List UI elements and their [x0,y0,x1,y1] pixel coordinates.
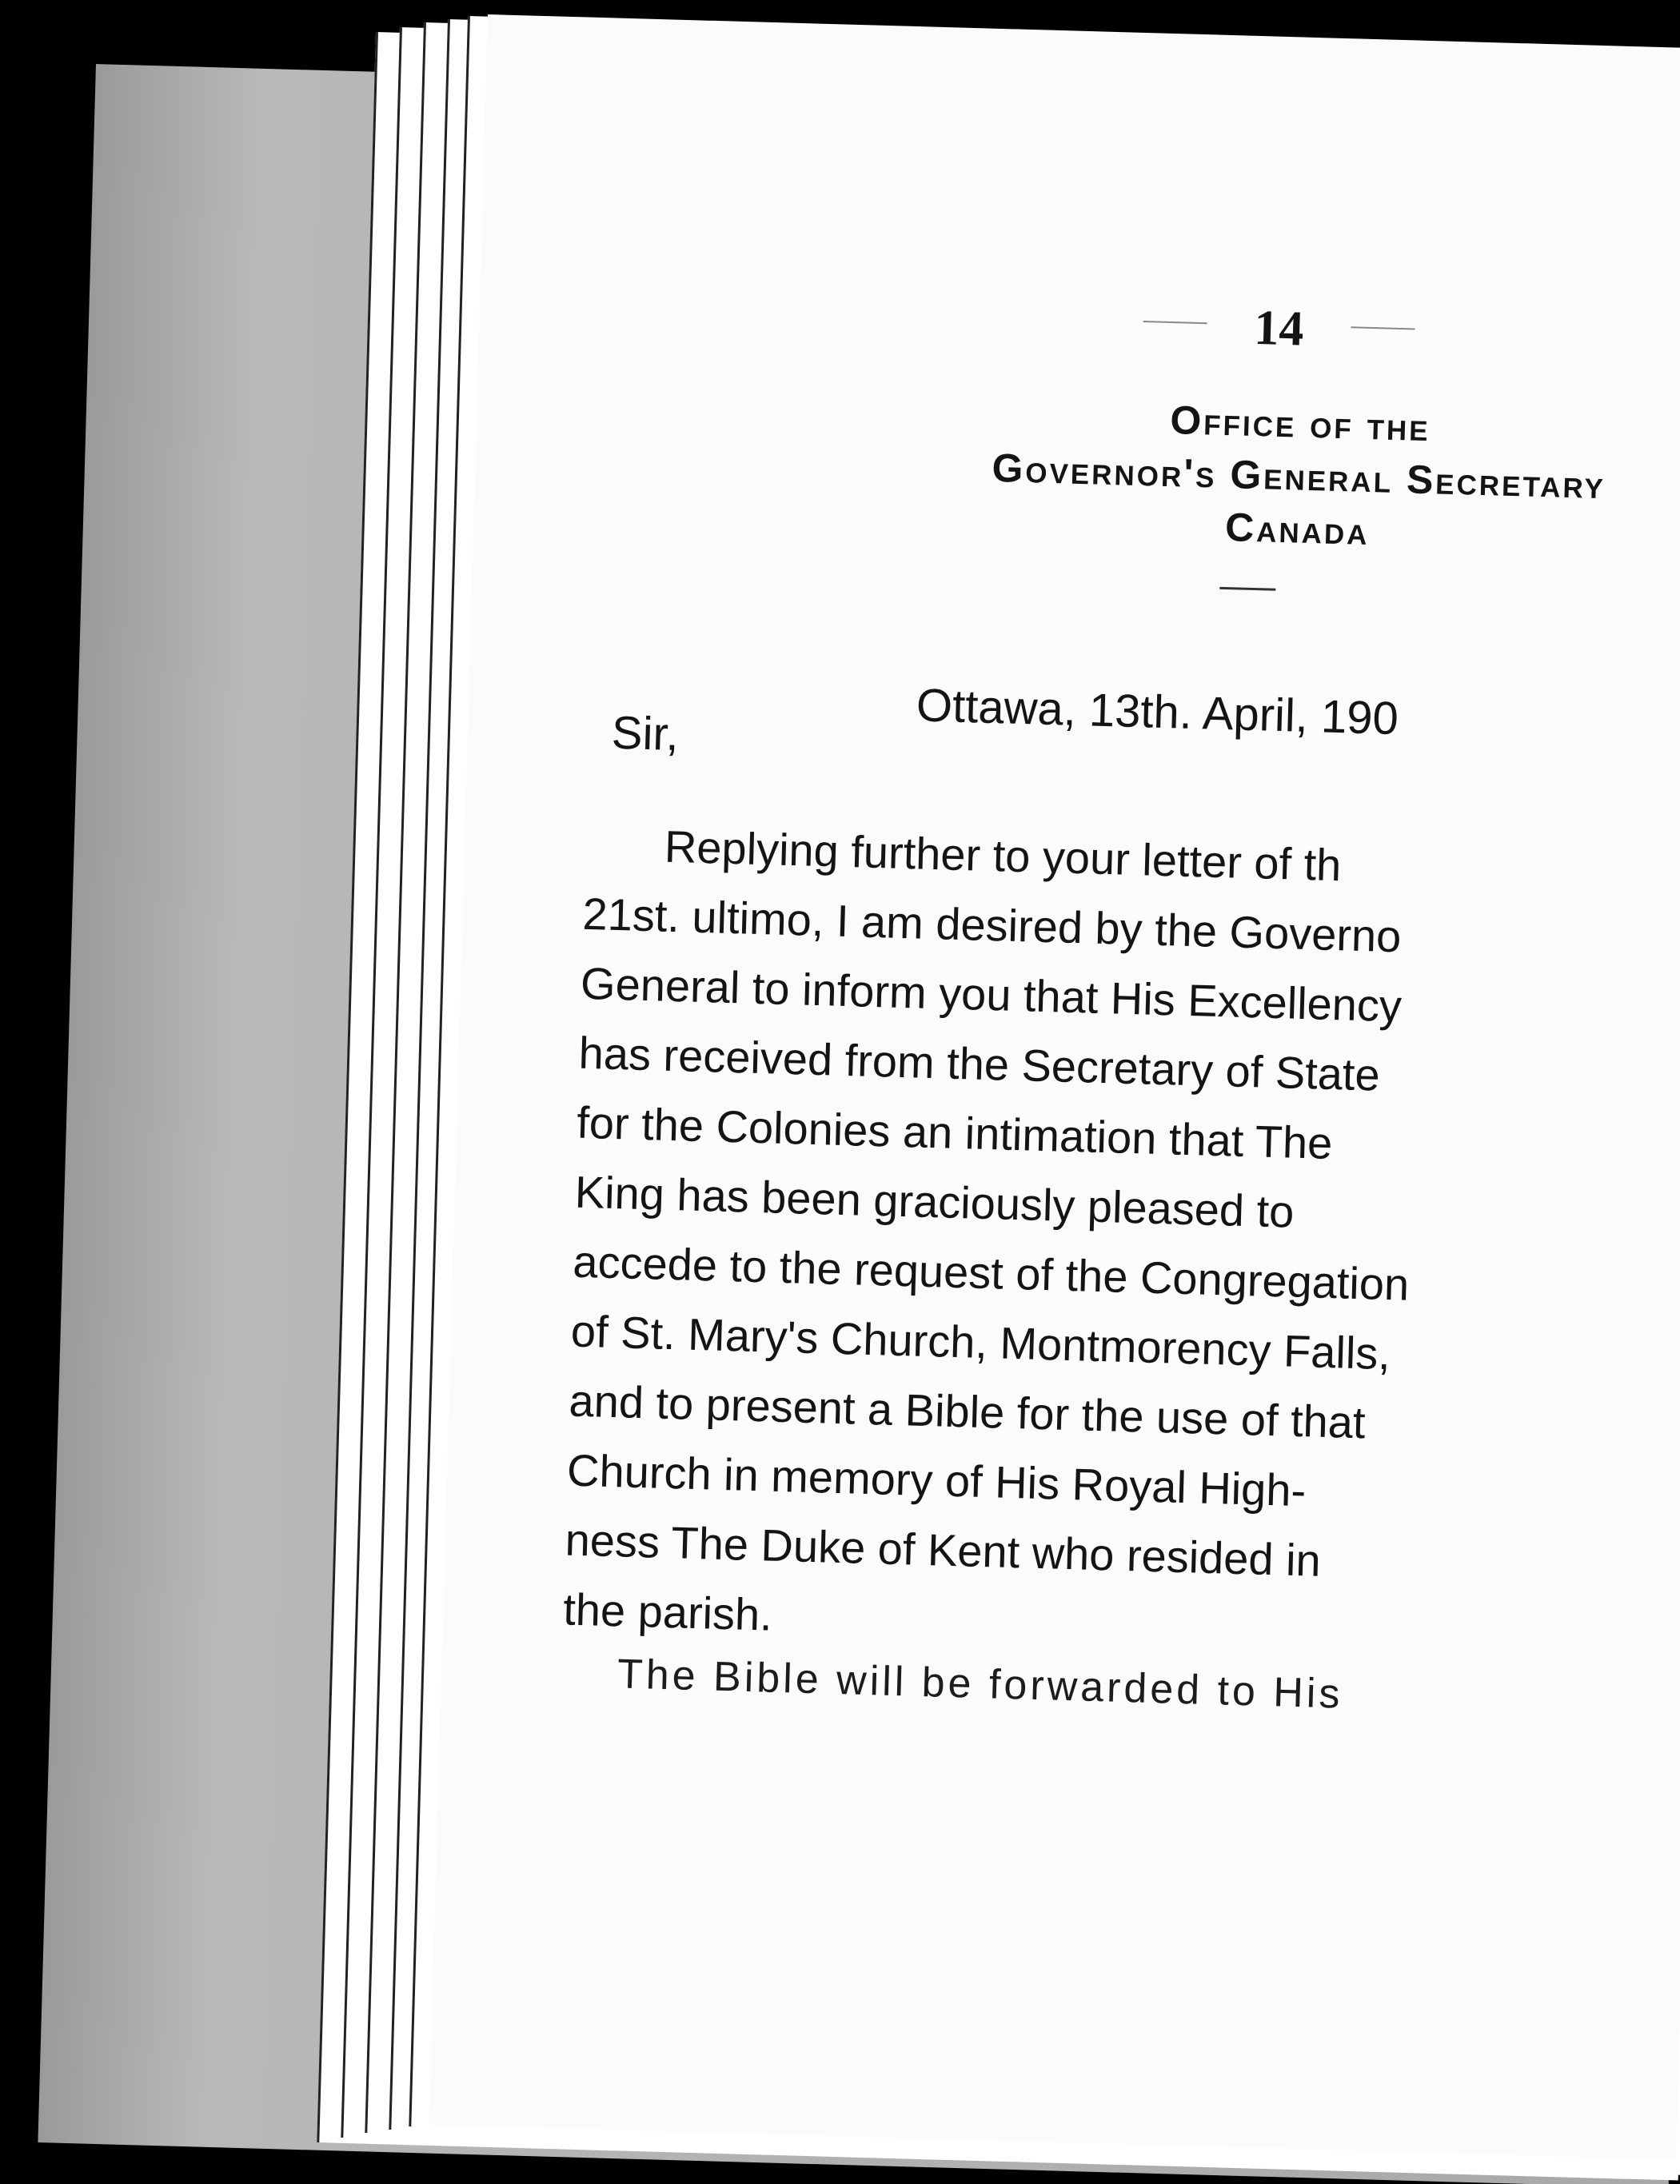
body-line: King has been graciously pleased to [574,1166,1295,1237]
letterhead [777,382,1680,569]
body-line: has received from the Secretary of State [577,1027,1381,1100]
book-page [429,14,1680,2160]
body-line: Replying further to your letter of th [664,820,1343,891]
salutation: Sir, [611,706,680,761]
letter-body [562,809,1680,1675]
body-line: of St. Mary's Church, Montmorency Falls, [570,1305,1391,1379]
divider [1219,587,1275,591]
final-line: The Bible will be forwarded to His [617,1651,1344,1718]
letterhead-line: Office of the [1169,397,1431,450]
body-line: Church in memory of His Royal High- [566,1444,1307,1516]
body-line: and to present a Bible for the use of that [568,1375,1367,1448]
body-line: accede to the request of the Congregation [572,1236,1411,1310]
body-line: 21st. ultimo, I am desired by the Governo [581,888,1403,962]
body-line: General to inform you that His Excellency [580,957,1403,1032]
letterhead-line: Canada [1224,505,1371,554]
page-number: 14 [1253,300,1305,357]
body-line: the parish. [562,1583,773,1640]
letter-date: Ottawa, 13th. April, 190 [916,679,1399,745]
body-line: for the Colonies an intimation that The [576,1096,1334,1169]
letterhead-line: Governor's General Secretary [991,445,1606,508]
body-line: ness The Duke of Kent who resided in [564,1514,1322,1586]
